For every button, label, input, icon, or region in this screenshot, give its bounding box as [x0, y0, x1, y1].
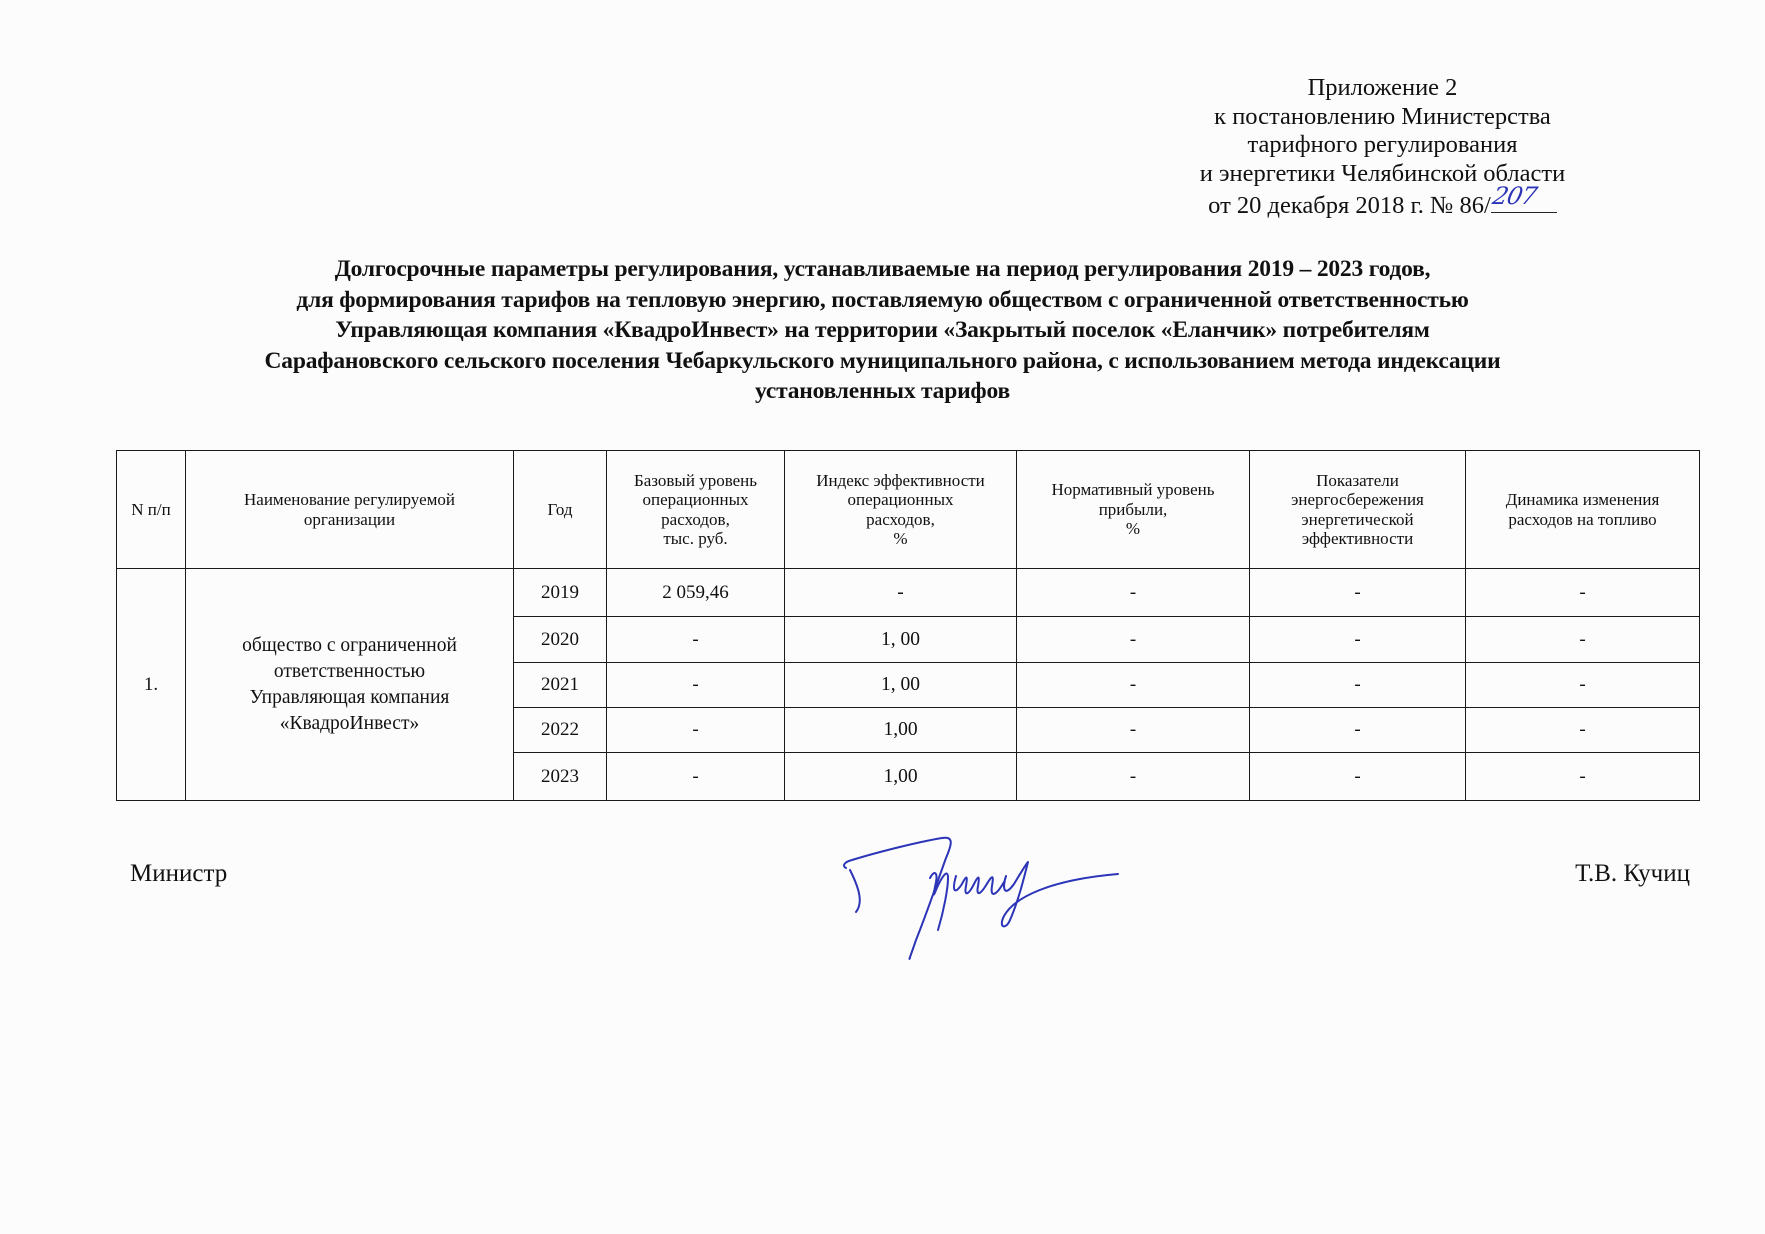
parameters-table: [116, 450, 1700, 801]
cell-text-line: Год: [547, 499, 573, 519]
signatory-position: Министр: [130, 860, 228, 887]
header-base-opex: [607, 451, 785, 569]
base-opex-cell: -: [607, 663, 785, 708]
cell-text-line: «КвадроИнвест»: [279, 712, 420, 734]
efficiency-index-cell: 1,00: [785, 753, 1017, 801]
cell-text-line: энергосбережения: [1291, 490, 1424, 509]
cell-text-line: расходов,: [661, 509, 730, 529]
efficiency-index-cell: 1,00: [785, 708, 1017, 753]
cell-text-line: %: [1125, 519, 1141, 539]
appendix-line: тарифного регулирования: [1247, 131, 1518, 158]
cell-text-line: прибыли,: [1098, 499, 1168, 519]
header-fuel-dynamics: [1466, 451, 1700, 569]
organization-cell: [186, 569, 514, 801]
profit-level-cell: -: [1017, 617, 1250, 663]
energy-saving-cell: -: [1250, 708, 1466, 753]
document-number-field: [1489, 181, 1557, 213]
efficiency-index-cell: 1, 00: [785, 663, 1017, 708]
profit-level-cell: -: [1017, 708, 1250, 753]
cell-text-line: операционных: [642, 490, 749, 509]
cell-text-line: Базовый уровень: [633, 470, 758, 490]
cell-text-line: Наименование регулируемой: [244, 490, 455, 509]
header-year: [514, 451, 607, 569]
appendix-date: от 20 декабря 2018 г. № 86/: [1208, 192, 1491, 219]
cell-text-line: Управляющая компания: [249, 686, 450, 708]
fuel-dynamics-cell: -: [1466, 753, 1700, 801]
cell-text-line: Нормативный уровень: [1051, 480, 1215, 500]
title-line: для формирования тарифов на тепловую энергию, поставляемую обществом с ограниченной ответственностью: [296, 286, 1469, 313]
table-header-row: [117, 451, 1700, 569]
efficiency-index-cell: -: [785, 569, 1017, 617]
appendix-date-line: [1130, 181, 1635, 221]
cell-text-line: общество с ограниченной: [242, 634, 457, 656]
header-organization: [186, 451, 514, 569]
energy-saving-cell: -: [1250, 663, 1466, 708]
base-opex-cell: -: [607, 708, 785, 753]
header-energy-saving: [1250, 451, 1466, 569]
cell-text-line: N п/п: [131, 499, 171, 519]
year-cell: 2021: [514, 663, 607, 708]
handwritten-number: 207: [1489, 181, 1539, 210]
signatory-name: Т.В. Кучиц: [1575, 860, 1690, 887]
appendix-header: [1130, 74, 1635, 221]
document-title: [100, 254, 1665, 407]
energy-saving-cell: -: [1250, 753, 1466, 801]
row-number-cell: 1.: [117, 569, 186, 801]
year-cell: 2023: [514, 753, 607, 801]
table-row: [117, 569, 1700, 617]
signature-strokes: [844, 838, 1118, 959]
base-opex-cell: -: [607, 617, 785, 663]
cell-text-line: Индекс эффективности: [816, 470, 985, 490]
fuel-dynamics-cell: -: [1466, 663, 1700, 708]
profit-level-cell: -: [1017, 753, 1250, 801]
title-line: установленных тарифов: [755, 378, 1010, 404]
cell-text-line: энергетической: [1301, 509, 1414, 529]
fuel-dynamics-cell: -: [1466, 617, 1700, 663]
profit-level-cell: -: [1017, 569, 1250, 617]
appendix-line: к постановлению Министерства: [1214, 102, 1551, 130]
cell-text-line: %: [893, 529, 908, 548]
fuel-dynamics-cell: -: [1466, 569, 1700, 617]
cell-text-line: расходов,: [866, 509, 935, 529]
cell-text-line: организации: [303, 509, 396, 529]
header-efficiency-index: [785, 451, 1017, 569]
base-opex-cell: 2 059,46: [607, 569, 785, 617]
efficiency-index-cell: 1, 00: [785, 617, 1017, 663]
title-line: Сарафановского сельского поселения Чебаркульского муниципального района, с использованием метода индексации: [264, 347, 1501, 374]
title-line: Долгосрочные параметры регулирования, устанавливаемые на период регулирования 2019 – 2023 годов,: [334, 256, 1431, 282]
base-opex-cell: -: [607, 753, 785, 801]
header-row-number: [117, 451, 186, 569]
fuel-dynamics-cell: -: [1466, 708, 1700, 753]
appendix-line: Приложение 2: [1307, 74, 1458, 101]
year-cell: 2020: [514, 617, 607, 663]
year-cell: 2022: [514, 708, 607, 753]
signature-icon: [838, 820, 1128, 970]
cell-text-line: ответственностью: [273, 660, 426, 682]
cell-text-line: тыс. руб.: [663, 529, 728, 548]
title-line: Управляющая компания «КвадроИнвест» на территории «Закрытый поселок «Еланчик» потребителям: [335, 317, 1430, 343]
energy-saving-cell: -: [1250, 569, 1466, 617]
cell-text-line: расходов на топливо: [1508, 509, 1657, 529]
appendix-line: и энергетики Челябинской области: [1199, 159, 1566, 187]
cell-text-line: Динамика изменения: [1505, 490, 1660, 509]
header-profit-level: [1017, 451, 1250, 569]
cell-text-line: эффективности: [1301, 529, 1414, 548]
year-cell: 2019: [514, 569, 607, 617]
cell-text-line: операционных: [847, 490, 954, 509]
cell-text-line: Показатели: [1316, 470, 1399, 490]
profit-level-cell: -: [1017, 663, 1250, 708]
energy-saving-cell: -: [1250, 617, 1466, 663]
